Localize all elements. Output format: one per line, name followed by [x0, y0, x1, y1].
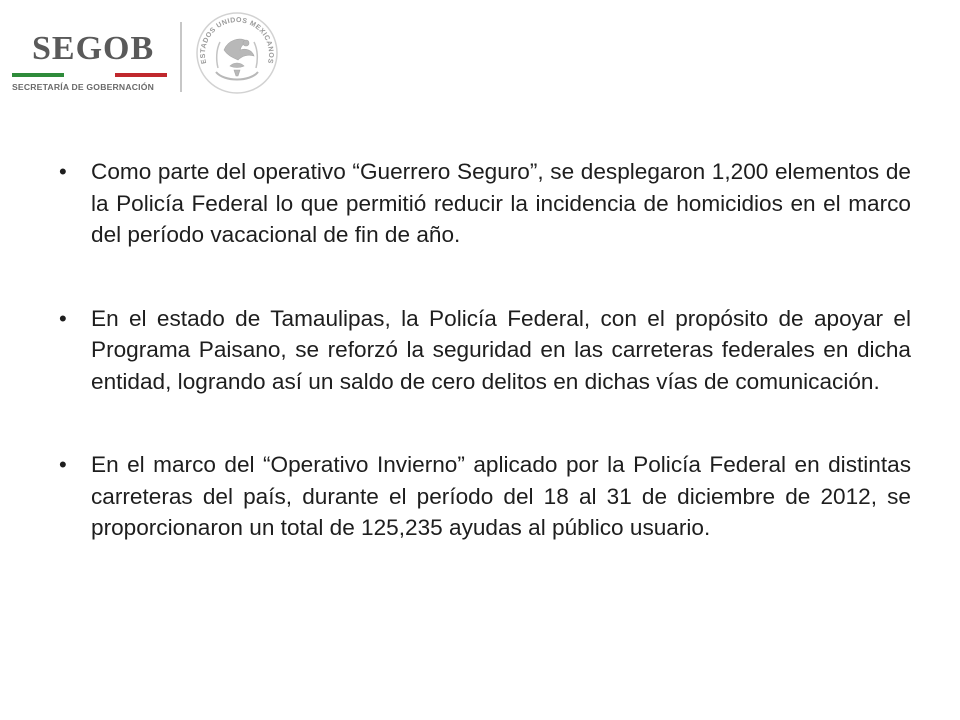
national-seal-icon: [194, 10, 280, 96]
bullet-marker: •: [59, 452, 67, 477]
bullet-text: En el estado de Tamaulipas, la Policía Federal, con el propósito de apoyar el Programa Paisano, se reforzó la seguridad en las carreteras federales en dicha entidad, logrando así un saldo de cero delitos en dichas vías de comunicación.: [91, 305, 911, 394]
segob-logo: [10, 28, 172, 98]
header: [0, 0, 960, 110]
seal-text: ESTADOS UNIDOS MEXICANOS: [199, 16, 275, 65]
logo-bar-white: [64, 73, 116, 77]
logo-bar-red: [115, 73, 167, 77]
logo-subtitle: SECRETARÍA DE GOBERNACIÓN: [12, 82, 155, 92]
bullet-item: [55, 449, 911, 544]
header-divider: [180, 22, 182, 92]
logo-bar-green: [12, 73, 64, 77]
logo-title: SEGOB: [32, 30, 155, 67]
logo-color-bar: [12, 73, 167, 77]
bullet-text: En el marco del “Operativo Invierno” aplicado por la Policía Federal en distintas carreteras del país, durante el período del 18 al 31 de diciembre de 2012, se proporcionaron un total de 125,235 ayudas al público usuario.: [91, 452, 911, 540]
bullet-marker: •: [59, 305, 67, 331]
bullet-item: [55, 303, 911, 398]
bullet-list: [55, 156, 911, 544]
bullet-text: Como parte del operativo “Guerrero Seguro”, se desplegaron 1,200 elementos de la Policía Federal lo que permitió reducir la incidencia de homicidios en el marco del período vacacional de fin de año.: [91, 159, 911, 247]
bullet-marker: •: [59, 159, 67, 184]
bullet-item: [55, 156, 911, 251]
